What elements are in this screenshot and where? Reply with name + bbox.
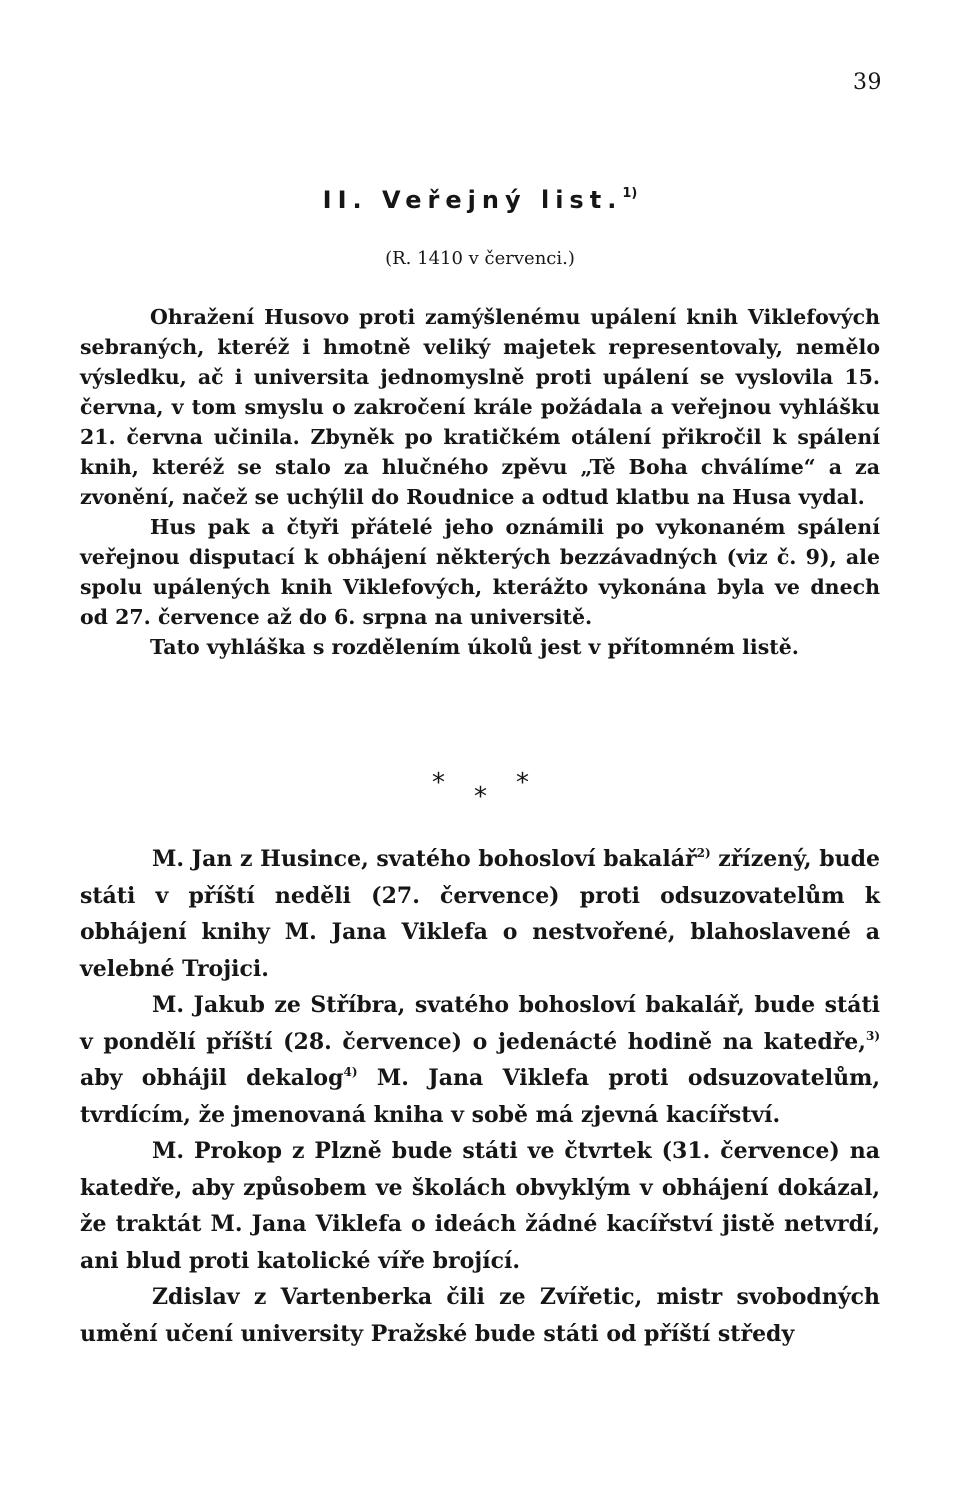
- footnote-marker: 2): [696, 846, 711, 860]
- asterism-separator: [0, 768, 960, 812]
- footnote-marker: 4): [343, 1065, 358, 1079]
- separator-star: *: [432, 768, 445, 798]
- paragraph-zdislav-z-vartenberka: Zdislav z Vartenberka čili ze Zvířetic, mistr svobodných umění učení university Pražské bude státi od příští středy: [80, 1284, 880, 1347]
- separator-star: *: [516, 768, 529, 798]
- paragraph-jakub-ze-stribra: M. Jakub ze Stříbra, svatého bohosloví bakalář, bude státi v pondělí příští (28. července) o jedenácté hodině na katedře,$^{3)}$ aby obhájil dekalog$^{4)}$ M. Jana Viklefa proti odsuzovatelům, tvrdícím, že jmenovaná kniha v sobě má zjevná kacířství.: [80, 992, 881, 1128]
- main-text: [80, 841, 880, 1352]
- paragraph-prokop-z-plzne: M. Prokop z Plzně bude státi ve čtvrtek (31. července) na katedře, aby způsobem ve školách obvyklým v obhájení dokázal, že traktát M. Jana Viklefa o ideách žádné kacířství jistě netvrdí, ani blud proti katolické víře brojící.: [80, 1138, 880, 1274]
- footnote-marker: 3): [865, 1028, 880, 1043]
- heading-footnote-marker: 1): [622, 186, 638, 201]
- intro-paragraph: Ohražení Husovo proti zamýšlenému upálení knih Viklefových sebraných, kteréž i hmotně veliký majetek representovaly, nemělo výsledku, ač i universita jednomyslně proti upálení se vyslovila 15. června, v tom smyslu o zakročení krále požádala a veřejnou vyhlášku 21. června učinila. Zbyněk po kratičkém otálení přikročil k spálení knih, kteréž se stalo za hlučného zpěvu „Tě Boha chválíme“ a za zvonění, načež se uchýlil do Roudnice a odtud klatbu na Husa vydal.: [80, 305, 880, 509]
- date-line: (R. 1410 v červenci.): [385, 248, 575, 269]
- heading-number: II.: [322, 186, 368, 214]
- intro-paragraph: Tato vyhláška s rozdělením úkolů jest v přítomném listě.: [150, 635, 799, 659]
- separator-star: *: [474, 782, 487, 812]
- intro-paragraph: Hus pak a čtyři přátelé jeho oznámili po vykonaném spálení veřejnou disputací k obhájení některých bezzávadných (viz č. 9), ale spolu upálených knih Viklefových, kterážto vykonána byla ve dnech od 27. července až do 6. srpna na universitě.: [80, 515, 880, 629]
- heading: [0, 186, 960, 214]
- page-number: 39: [853, 70, 882, 95]
- intro-text: [80, 302, 880, 662]
- paragraph-jan-z-husince: M. Jan z Husince, svatého bohosloví bakalář$^{2)}$ zřízený, bude státi v příští neděli (27. července) proti odsuzovatelům k obhájení knihy M. Jana Viklefa o nestvořené, blahoslavené a velebné Trojici.: [80, 846, 880, 982]
- heading-title: Veřejný list.: [382, 186, 623, 214]
